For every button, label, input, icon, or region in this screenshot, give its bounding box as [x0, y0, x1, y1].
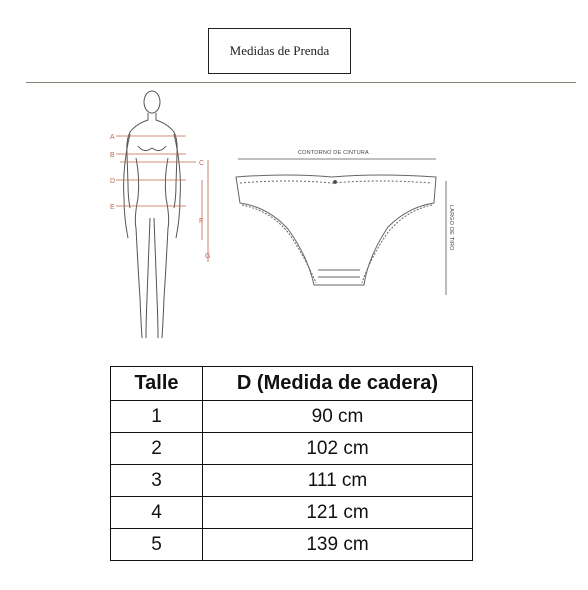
figure-right-side [156, 113, 177, 208]
label-f: F [199, 218, 204, 225]
label-b: B [110, 152, 115, 159]
header-medida-cadera: D (Medida de cadera) [203, 367, 473, 401]
figure-left-arm [124, 134, 130, 238]
hip-cell: 121 cm [203, 497, 473, 529]
table-row [111, 497, 473, 529]
garment-gusset [318, 270, 360, 277]
garment-right-leg-edge [362, 205, 432, 283]
figure-waist-left [135, 158, 138, 228]
size-cell: 1 [111, 401, 203, 433]
hip-cell: 111 cm [203, 465, 473, 497]
figure-head [144, 91, 160, 113]
page-title-text: Medidas de Prenda [229, 43, 330, 58]
figure-right-leg-inner [154, 218, 158, 338]
table-row [111, 465, 473, 497]
hip-cell: 139 cm [203, 529, 473, 561]
size-cell: 2 [111, 433, 203, 465]
garment-left-leg-edge [242, 205, 316, 283]
size-table [110, 366, 473, 561]
waist-label: CONTORNO DE CINTURA [298, 150, 369, 156]
label-d: D [110, 178, 116, 185]
size-cell: 4 [111, 497, 203, 529]
figure-left-leg-inner [146, 218, 150, 338]
hip-cell: 90 cm [203, 401, 473, 433]
table-row [111, 401, 473, 433]
figure-right-arm [174, 134, 180, 238]
figure-bust [138, 146, 166, 151]
size-cell: 3 [111, 465, 203, 497]
garment-diagram [228, 145, 468, 320]
header-divider [26, 82, 576, 83]
size-cell: 5 [111, 529, 203, 561]
hip-cell: 102 cm [203, 433, 473, 465]
body-measurement-figure [100, 88, 230, 348]
table-header-row [111, 367, 473, 401]
figure-right-leg-outer [162, 228, 168, 338]
table-row [111, 433, 473, 465]
figure-left-side [127, 113, 148, 208]
garment-bow [333, 180, 336, 183]
garment-outline [236, 175, 436, 285]
header-talle: Talle [111, 367, 203, 401]
rise-label: LARGO DE TIRO [448, 205, 454, 251]
figure-left-leg-outer [136, 228, 142, 338]
label-c: C [199, 160, 205, 167]
label-e: E [110, 204, 115, 211]
table-row [111, 529, 473, 561]
figure-waist-right [165, 158, 168, 228]
label-g: G [205, 253, 211, 260]
label-a: A [110, 134, 115, 141]
page-title [208, 28, 351, 74]
